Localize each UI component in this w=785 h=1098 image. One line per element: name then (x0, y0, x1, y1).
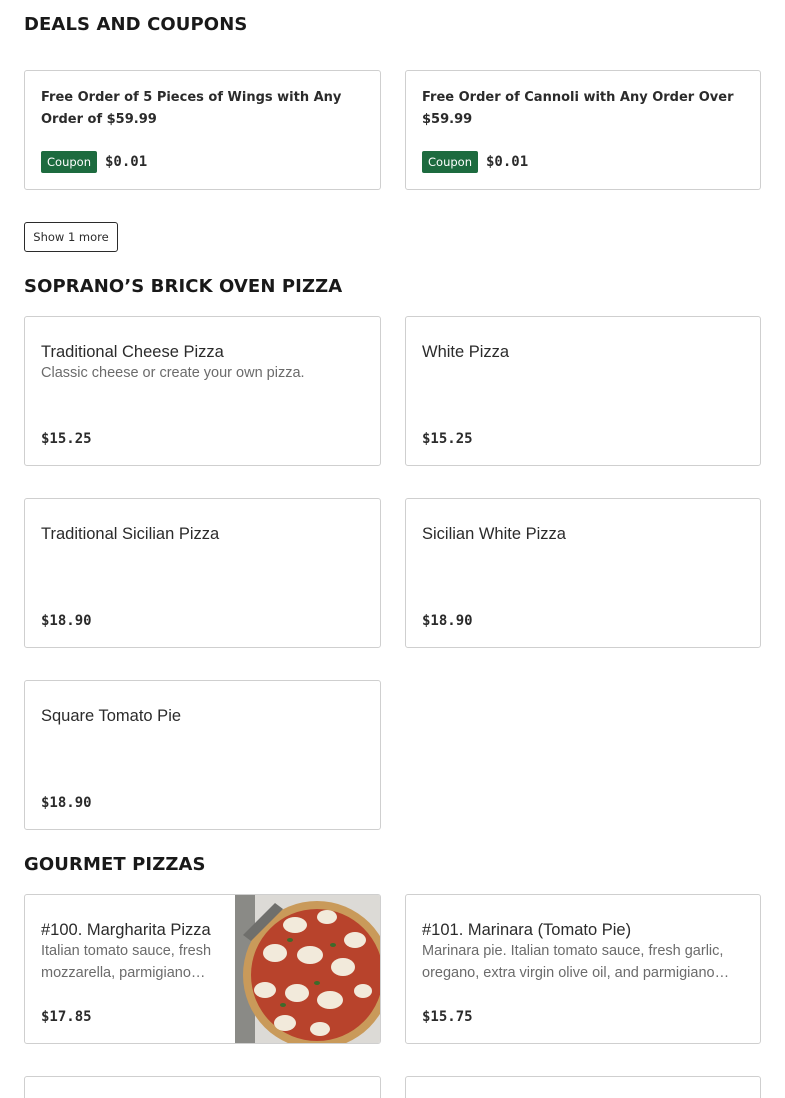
coupon-badge: Coupon (422, 151, 478, 173)
item-name: Square Tomato Pie (41, 707, 182, 725)
margherita-pizza-photo (235, 895, 380, 1043)
item-price: $15.25 (41, 431, 92, 447)
item-price: $18.90 (41, 613, 92, 629)
item-name: #101. Marinara (Tomato Pie) (422, 921, 632, 939)
item-price: $15.75 (422, 1009, 473, 1025)
coupon-title: Free Order of 5 Pieces of Wings with Any Order of $59.99 (41, 90, 342, 127)
item-name: #100. Margharita Pizza (41, 921, 211, 939)
section-title-deals: DEALS AND COUPONS (24, 14, 248, 35)
section-title-gourmet: GOURMET PIZZAS (24, 854, 206, 875)
item-description: Marinara pie. Italian tomato sauce, fresh garlic, oregano, extra virgin olive oil, and parmigiano… (422, 943, 730, 981)
show-more-button[interactable]: Show 1 more (24, 222, 118, 252)
coupon-badge: Coupon (41, 151, 97, 173)
menu-item-card[interactable] (24, 316, 381, 466)
menu-item-card[interactable] (405, 316, 761, 466)
item-price: $17.85 (41, 1009, 92, 1025)
coupon-card[interactable] (405, 70, 761, 190)
item-description: Italian tomato sauce, fresh mozzarella, parmigiano… (41, 943, 212, 981)
coupon-card[interactable] (24, 70, 381, 190)
item-description: Classic cheese or create your own pizza. (41, 365, 305, 381)
coupon-row (41, 151, 147, 173)
coupon-price: $0.01 (104, 154, 148, 170)
coupon-row (422, 151, 528, 173)
menu-item-card[interactable] (405, 1076, 761, 1098)
menu-item-card[interactable] (405, 894, 761, 1044)
item-price: $18.90 (41, 795, 92, 811)
item-name: White Pizza (422, 343, 510, 361)
coupon-price: $0.01 (485, 154, 529, 170)
coupon-title: Free Order of Cannoli with Any Order Over $59.99 (422, 90, 734, 127)
menu-item-card[interactable] (24, 680, 381, 830)
menu-item-card[interactable] (24, 894, 381, 1044)
menu-item-card[interactable] (24, 498, 381, 648)
item-name: Sicilian White Pizza (422, 525, 566, 543)
item-name: Traditional Sicilian Pizza (41, 525, 220, 543)
item-name: Traditional Cheese Pizza (41, 343, 224, 361)
item-price: $18.90 (422, 613, 473, 629)
menu-item-card[interactable] (405, 498, 761, 648)
section-title-brick-oven: SOPRANO’S BRICK OVEN PIZZA (24, 276, 343, 297)
item-price: $15.25 (422, 431, 473, 447)
menu-item-card[interactable] (24, 1076, 381, 1098)
